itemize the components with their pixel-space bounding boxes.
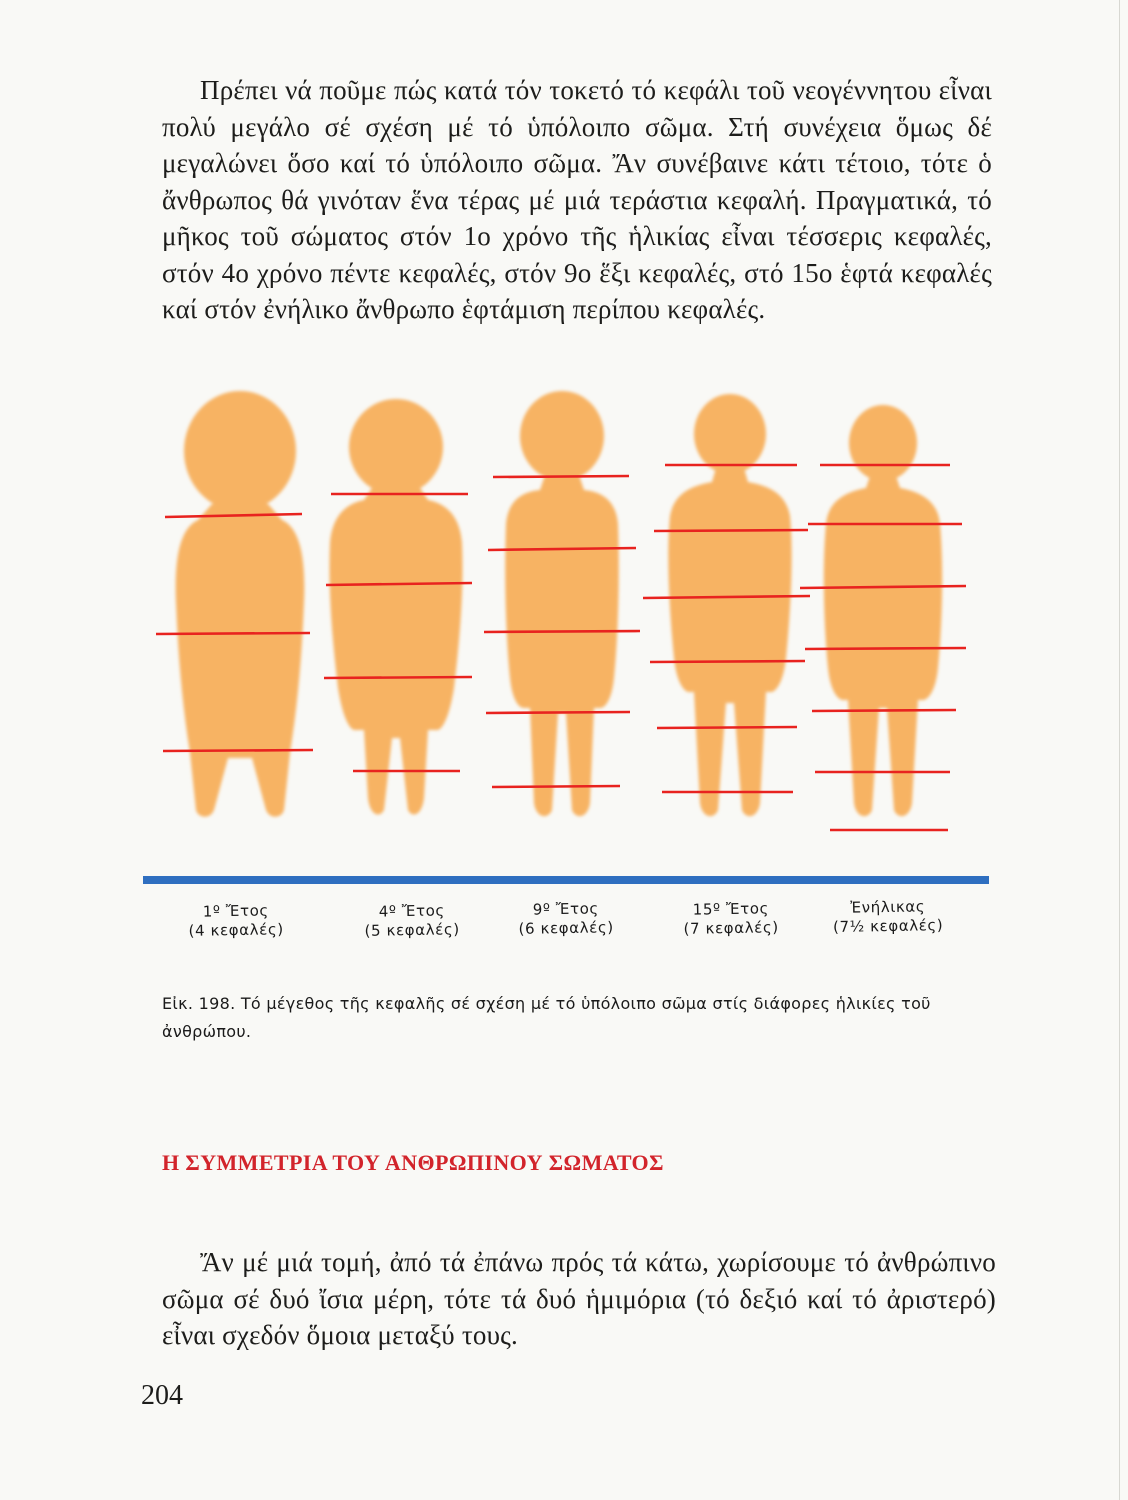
- adult-silhouette: [824, 405, 942, 816]
- division-line: [163, 750, 313, 751]
- division-line: [812, 710, 956, 711]
- division-line: [484, 631, 640, 632]
- child-9yr-silhouette: [505, 391, 619, 816]
- division-line: [492, 786, 620, 787]
- section-heading: Η ΣΥΜΜΕΤΡΙΑ ΤΟΥ ΑΝΘΡΩΠΙΝΟΥ ΣΩΜΑΤΟΣ: [162, 1150, 664, 1175]
- division-line: [654, 530, 808, 531]
- age-label-year: 4º Ἔτος: [378, 901, 446, 921]
- division-line: [493, 476, 629, 477]
- age-label-year: Ἐνήλικας: [850, 897, 926, 917]
- child-4yr-silhouette: [329, 399, 462, 814]
- figure-caption: Εἰκ. 198. Τό μέγεθος τῆς κεφαλῆς σέ σχέση μέ τό ὑπόλοιπο σῶμα στίς διάφορες ἡλικίες τοῦ ἀνθρώπου.: [162, 994, 931, 1041]
- age-label-heads: (5 κεφαλές): [364, 920, 460, 940]
- division-line: [657, 727, 797, 728]
- age-label-1yr: [146, 900, 327, 941]
- age-label-9yr: [476, 898, 657, 939]
- division-line: [650, 661, 805, 662]
- division-line: [805, 648, 966, 649]
- page-number: 204: [141, 1380, 183, 1411]
- age-label-heads: (6 κεφαλές): [518, 918, 614, 938]
- age-label-year: 15º Ἔτος: [692, 899, 770, 919]
- division-line: [486, 712, 630, 713]
- age-label-15yr: [641, 898, 822, 939]
- age-label-adult: [798, 896, 979, 937]
- division-line: [165, 514, 302, 517]
- division-line: [324, 677, 472, 678]
- intro-paragraph: Πρέπει νά ποῦμε πώς κατά τόν τοκετό τό κεφάλι τοῦ νεογέννητου εἶναι πολύ μεγάλο σέ σχέση μέ τό ὑπόλοιπο σῶμα. Στή συνέχεια ὅμως δέ μεγαλώνει ὅσο καί τό ὑπόλοιπο σῶμα. Ἄν συνέβαινε κάτι τέτοιο, τότε ὁ ἄνθρωπος θά γινόταν ἕνα τέρας μέ μιά τεράστια κεφαλή. Πραγματικά, τό μῆκος τοῦ σώματος στόν 1ο χρόνο τῆς ἡλικίας εἶναι τέσσερις κεφαλές, στόν 4ο χρόνο πέντε κεφαλές, στόν 9ο ἕξι κεφαλές, στό 15ο ἑφτά κεφαλές καί στόν ἐνήλικο ἄνθρωπο ἑφτάμιση περίπου κεφαλές.: [162, 75, 992, 324]
- age-label-year: 1º Ἔτος: [202, 901, 270, 921]
- age-label-heads: (7½ κεφαλές): [832, 916, 944, 936]
- division-line: [156, 633, 310, 634]
- age-label-heads: (4 κεφαλές): [188, 920, 284, 940]
- symmetry-paragraph: Ἄν μέ μιά τομή, ἀπό τά ἐπάνω πρός τά κάτω, χωρίσουμε τό ἀνθρώπινο σῶμα σέ δυό ἴσια μέρη, τότε τά δυό ἡμιμόρια (τό δεξιό καί τό ἀριστερό) εἶναι σχεδόν ὅμοια μεταξύ τους.: [162, 1247, 996, 1350]
- age-label-heads: (7 κεφαλές): [683, 918, 779, 938]
- body-proportions-figure: [0, 378, 1128, 898]
- ground-baseline: [143, 876, 989, 884]
- teen-15yr-silhouette: [668, 394, 791, 816]
- age-label-year: 9º Ἔτος: [532, 899, 600, 919]
- infant-silhouette: [176, 391, 305, 817]
